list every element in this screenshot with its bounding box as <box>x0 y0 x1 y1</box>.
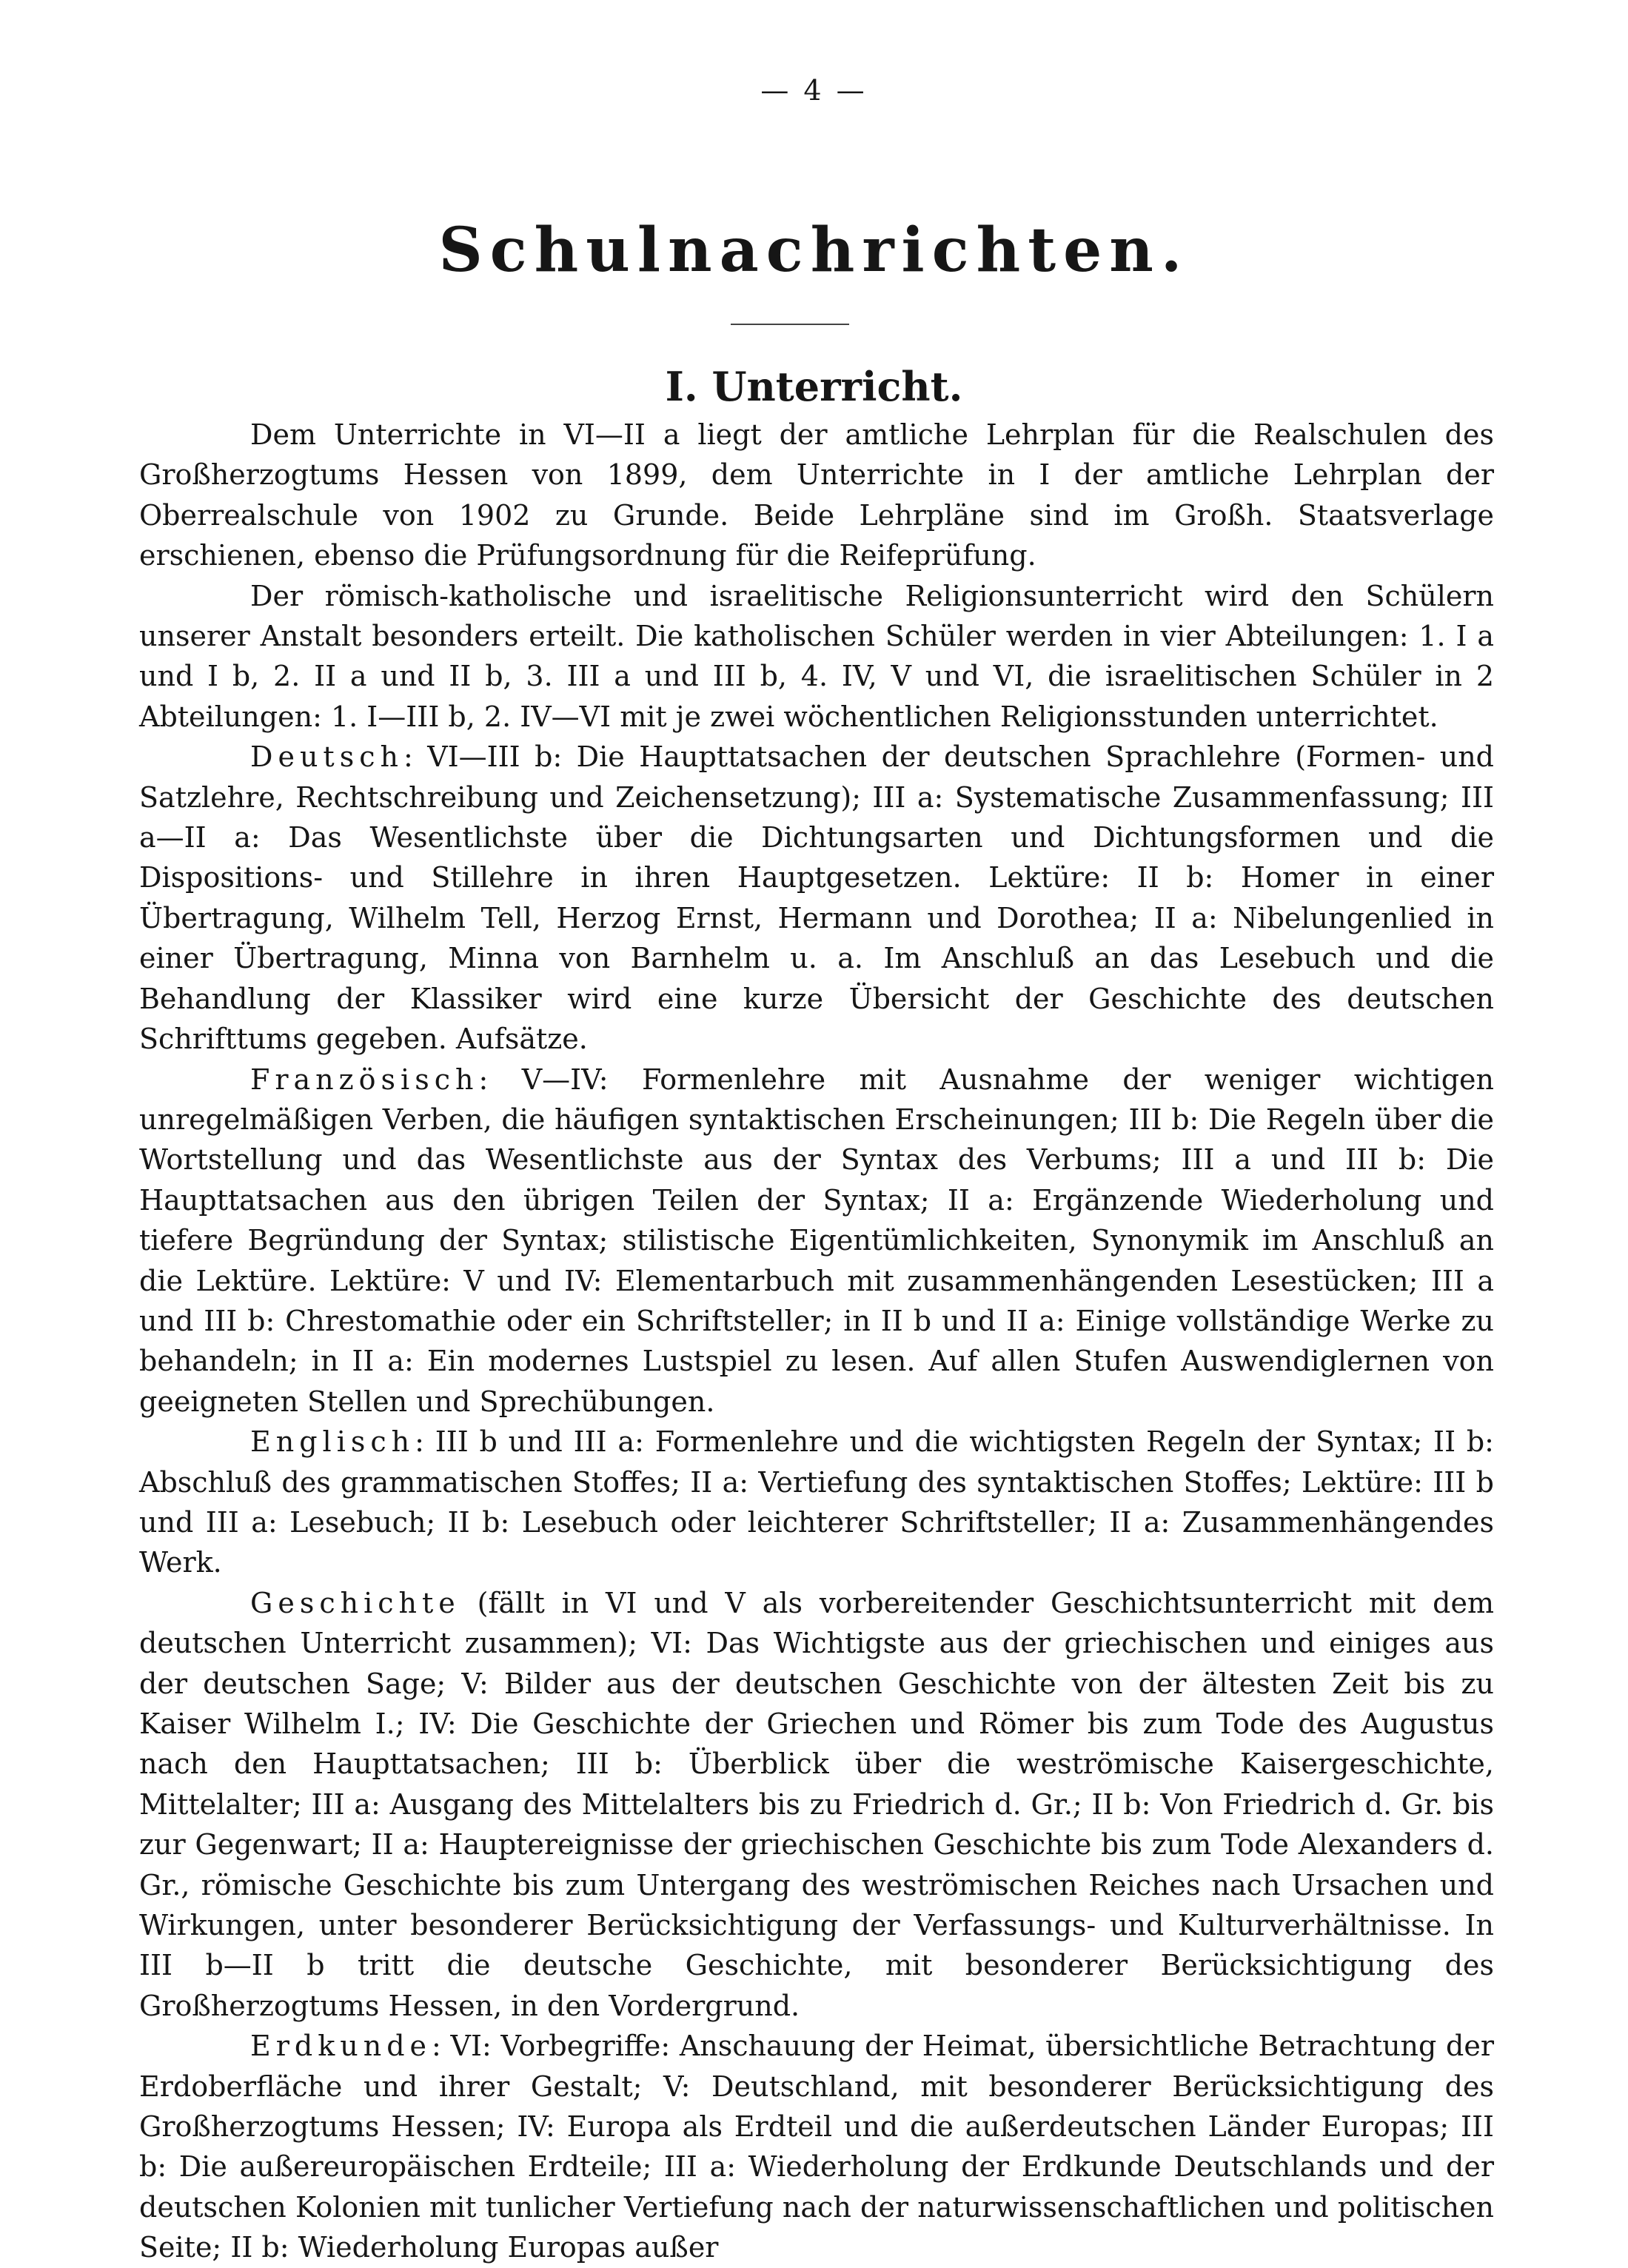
paragraph-religion <box>139 576 1494 737</box>
paragraph-erdkunde <box>139 2026 1494 2267</box>
subject-heading-geschichte: Geschichte <box>250 1586 460 1619</box>
section-heading: I. Unterricht. <box>665 363 963 410</box>
subject-heading-englisch: Englisch <box>250 1425 415 1459</box>
title-divider <box>731 324 849 325</box>
paragraph-lehrplan <box>139 415 1494 576</box>
paragraph-deutsch <box>139 737 1494 1059</box>
page-number: — 4 — <box>760 74 868 107</box>
paragraph-englisch <box>139 1422 1494 1583</box>
paragraph-text: Dem Unterrichte in VI—II a liegt der amtliche Lehrplan für die Realschulen des Großherzogtums Hessen von 1899, dem Unterrichte in I der amtliche Lehrplan der Oberrealschule von 1902 zu Grunde. Beide Lehrpläne sind im Großh. Staatsverlage erschienen, ebenso die Prüfungsordnung für die Reifeprüfung. <box>139 418 1494 572</box>
paragraph-text: : VI—III b: Die Haupttatsachen der deutschen Sprachlehre (Formen- und Satzlehre, Rechtschreibung und Zeichensetzung); III a: Systematische Zusammenfassung; III a—II a: Das Wesentlichste über die Dichtungsarten und Dichtungsformen und die Dispositions- und Stillehre in ihren Hauptgesetzen. Lektüre: II b: Homer in einer Übertragung, Wilhelm Tell, Herzog Ernst, Hermann und Dorothea; II a: Nibelungenlied in einer Übertragung, Minna von Barnhelm u. a. Im Anschluß an das Lesebuch und die Behandlung der Klassiker wird eine kurze Übersicht der Geschichte des deutschen Schrifttums gegeben. Aufsätze. <box>139 740 1494 1056</box>
paragraph-text: : III b und III a: Formenlehre und die wichtigsten Regeln der Syntax; II b: Abschluß des grammatischen Stoffes; II a: Vertiefung des syntaktischen Stoffes; Lektüre: III b und III a: Lesebuch; II b: Lesebuch oder leichterer Schriftsteller; II a: Zusammenhängendes Werk. <box>139 1425 1494 1579</box>
paragraph-text: : VI: Vorbegriffe: Anschauung der Heimat, übersichtliche Betrachtung der Erdoberfläche und ihrer Gestalt; V: Deutschland, mit besonderer Berücksichtigung des Großherzogtums Hessen; IV: Europa als Erdteil und die außerdeutschen Länder Europas; III b: Die außereuropäischen Erdteile; III a: Wiederholung der Erdkunde Deutschlands und der deutschen Kolonien mit tunlicher Vertiefung nach der naturwissenschaftlichen und politischen Seite; II b: Wiederholung Europas außer <box>139 2030 1494 2264</box>
body-text <box>139 415 1494 2268</box>
subject-heading-franzoesisch: Französisch <box>250 1063 479 1096</box>
paragraph-franzoesisch <box>139 1060 1494 1422</box>
subject-heading-erdkunde: Erdkunde <box>250 2030 432 2063</box>
paragraph-text: : V—IV: Formenlehre mit Ausnahme der weniger wichtigen unregelmäßigen Verben, die häufigen syntaktischen Erscheinungen; III b: Die Regeln über die Wortstellung und das Wesentlichste aus der Syntax des Verbums; III a und III b: Die Haupttatsachen aus den übrigen Teilen der Syntax; II a: Ergänzende Wiederholung und tiefere Begründung der Syntax; stilistische Eigentümlichkeiten, Synonymik im Anschluß an die Lektüre. Lektüre: V und IV: Elementarbuch mit zusammenhängenden Lesestücken; III a und III b: Chrestomathie oder ein Schriftsteller; in II b und II a: Einige vollständige Werke zu behandeln; in II a: Ein modernes Lustspiel zu lesen. Auf allen Stufen Auswendiglernen von geeigneten Stellen und Sprechübungen. <box>139 1063 1494 1418</box>
subject-heading-deutsch: Deutsch <box>250 740 403 774</box>
paragraph-text: (fällt in VI und V als vorbereitender Geschichtsunterricht mit dem deutschen Unterricht zusammen); VI: Das Wichtigste aus der griechischen und einiges aus der deutschen Sage; V: Bilder aus der deutschen Geschichte von der ältesten Zeit bis zu Kaiser Wilhelm I.; IV: Die Geschichte der Griechen und Römer bis zum Tode des Augustus nach den Haupttatsachen; III b: Überblick über die weströmische Kaisergeschichte, Mittelalter; III a: Ausgang des Mittelalters bis zu Friedrich d. Gr.; II b: Von Friedrich d. Gr. bis zur Gegenwart; II a: Hauptereignisse der griechischen Geschichte bis zum Tode Alexanders d. Gr., römische Geschichte bis zum Untergang des weströmischen Reiches nach Ursachen und Wirkungen, unter besonderer Berücksichtigung der Verfassungs- und Kulturverhältnisse. In III b—II b tritt die deutsche Geschichte, mit besonderer Berücksichtigung des Großherzogtums Hessen, in den Vordergrund. <box>139 1586 1494 2022</box>
paragraph-text: Der römisch-katholische und israelitische Religionsunterricht wird den Schülern unserer Anstalt besonders erteilt. Die katholischen Schüler werden in vier Abteilungen: 1. I a und I b, 2. II a und II b, 3. III a und III b, 4. IV, V und VI, die israelitischen Schüler in 2 Abteilungen: 1. I—III b, 2. IV—VI mit je zwei wöchentlichen Religionsstunden unterrichtet. <box>139 579 1494 733</box>
page-title: Schulnachrichten. <box>438 215 1190 286</box>
paragraph-geschichte <box>139 1583 1494 2026</box>
